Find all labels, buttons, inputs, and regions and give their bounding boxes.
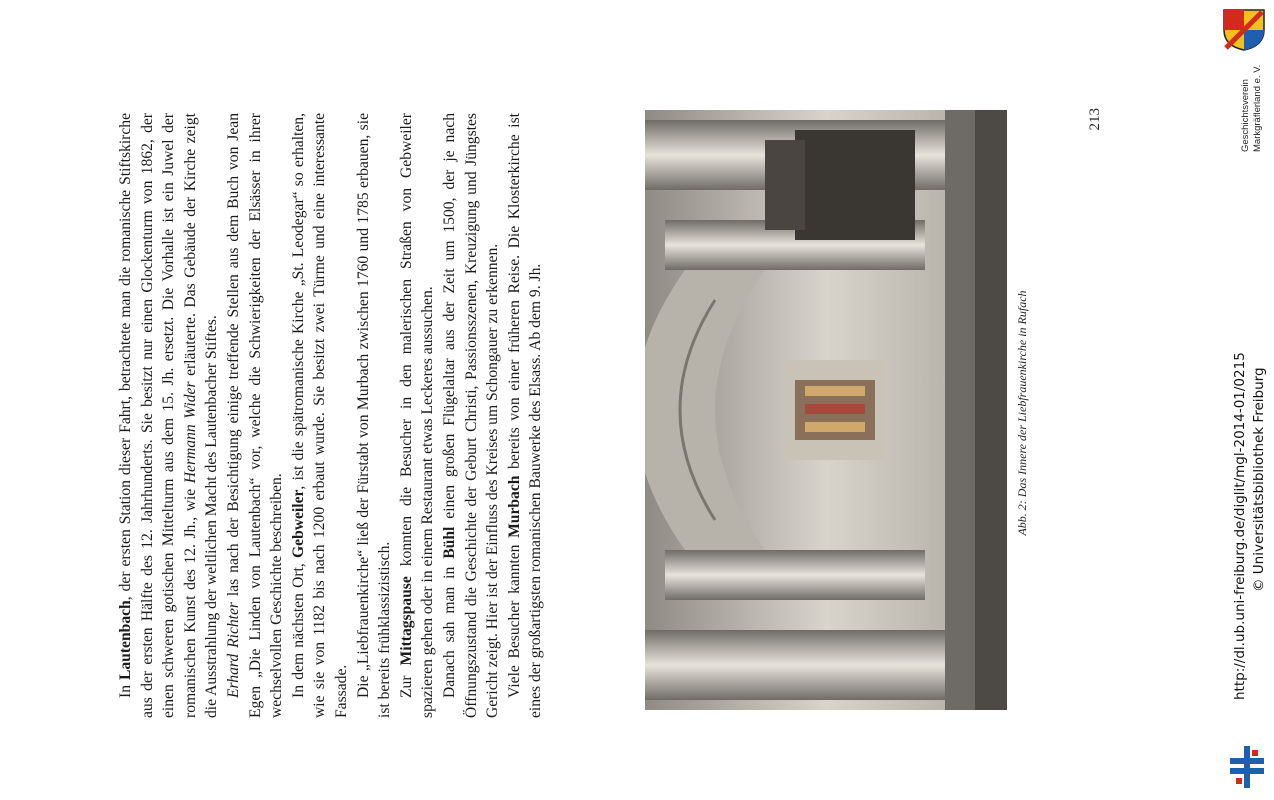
paragraph-buehl: Danach sah man in Bühl einen großen Flügelaltar aus der Zeit um 1500, der je nach Öffnungszustand die Geschichte der Geburt Christi, Passionsszenen, Kreuzigung und Jüngstes Gericht zeigt. Hier ist der Einfluss des Kreises um Schongauer zu erkennen. (440, 113, 502, 718)
verein-name-line1: Geschichtsverein (1240, 79, 1251, 152)
church-interior-photo (645, 110, 1007, 710)
page-number: 213 (1087, 108, 1103, 131)
rotated-page-content (115, 108, 1125, 718)
church-interior-illustration (645, 110, 1007, 710)
paragraph-richter: Erhard Richter las nach der Besichtigung einige treffende Stellen aus dem Buch von Jean Egen „Die Linden von Lautenbach“ vor, welche die Schwierigkeiten der Elsässer in ihrer wechselvollen Geschichte beschreiben. (224, 113, 286, 718)
paragraph-gebweiler: In dem nächsten Ort, Gebweiler, ist die spätromanische Kirche „St. Leodegar“ so erhalten, wie sie von 1182 bis nach 1200 erbaut wurde. Sie besitzt zwei Türme und eine interessante Fassade. (289, 113, 350, 718)
paragraph-murbach: Viele Besucher kannten Murbach bereits von einer früheren Reise. Die Klosterkirche ist eines der großartigsten romanischen Bauwerke des Elsass. Ab dem 9. Jh. (505, 113, 545, 718)
ub-freiburg-logo-icon (1226, 744, 1268, 790)
paragraph-mittagspause: Zur Mittagspause konnten die Besucher in den malerischen Straßen von Gebweiler spazieren gehen oder in einem Restaurant etwas Leckeres aussuchen. (397, 113, 437, 718)
copyright-notice: © Universitätsbibliothek Freiburg (1251, 367, 1267, 592)
paragraph-lautenbach: In Lautenbach, der ersten Station dieser Fahrt, betrachtete man die romanische Stiftskirche aus der ersten Hälfte des 12. Jahrhunderts. Sie besitzt nur einen Glockenturm von 1862, der einen schweren gotischen Mittelturm aus dem 15. Jh. ersetzt. Die Vorhalle ist ein Juwel der romanischen Kunst des 12. Jh., wie Hermann Wider erläuterte. Das Gebäude der Kirche zeigt die Ausstrahlung der weltlichen Macht des Lautenbacher Stiftes. (117, 113, 221, 718)
figure-caption: Abb. 2: Das Innere der Liebfrauenkirche in Rufach (1015, 290, 1029, 536)
document-url-link[interactable]: http://dl.ub.uni-freiburg.de/diglit/mgl-2014-01/0215 (1232, 352, 1248, 700)
article-text (115, 113, 585, 718)
verein-name-line2: Markgräflerland e. V. (1252, 64, 1263, 152)
paragraph-liebfrauenkirche: Die „Liebfrauenkirche“ ließ der Fürstabt von Murbach zwischen 1760 und 1785 erbauen, sie ist bereits frühklassizistisch. (354, 113, 394, 718)
